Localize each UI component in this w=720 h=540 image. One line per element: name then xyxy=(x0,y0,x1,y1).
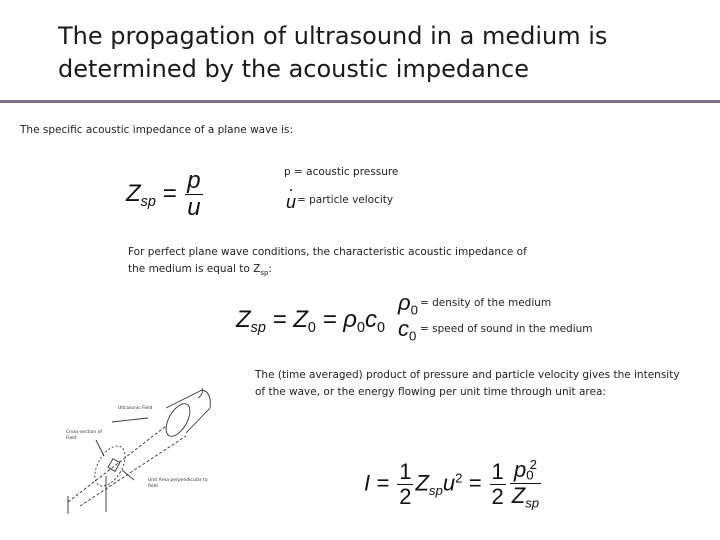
definition-pressure: p = acoustic pressure xyxy=(284,166,399,178)
equation-characteristic-impedance: $Z_{sp} = Z_0 = \rho_0c_0$ xyxy=(236,306,386,337)
unit-area-label: Unit Area perpendicular to field xyxy=(148,478,208,489)
intro-text: The specific acoustic impedance of a plane wave is: xyxy=(20,124,294,136)
cross-section-label: Cross-section of Field xyxy=(66,430,102,441)
intensity-text: The (time averaged) product of pressure and particle velocity gives the intensity of the wave, or the energy flowing per unit time through unit area: xyxy=(255,369,680,398)
u-dot-symbol: u xyxy=(285,192,295,212)
equation-specific-impedance: $Z_{sp}$ = $\frac{p}{u}$ xyxy=(126,167,201,222)
c0-symbol: $c_0$ xyxy=(398,316,417,344)
rho0-symbol: $\rho_0$ xyxy=(398,290,418,318)
plane-wave-text: For perfect plane wave conditions, the characteristic acoustic impedance of the medium is equal to $Z_{sp}$: xyxy=(128,246,527,278)
slide-title: The propagation of ultrasound in a medium is determined by the acoustic impedance xyxy=(58,22,608,83)
definition-velocity: = particle velocity xyxy=(297,194,394,206)
equation-intensity: I = $\frac{1}{2}$ $Z_{sp}u^2$ = $\frac{1}{2}$ $\frac{p_0^2}{Z_{sp}}$ xyxy=(364,457,540,511)
definition-density: = density of the medium xyxy=(420,297,552,309)
field-label: Ultrasonic Field xyxy=(118,406,153,411)
definition-speed: = speed of sound in the medium xyxy=(420,323,593,335)
title-divider xyxy=(0,100,720,103)
